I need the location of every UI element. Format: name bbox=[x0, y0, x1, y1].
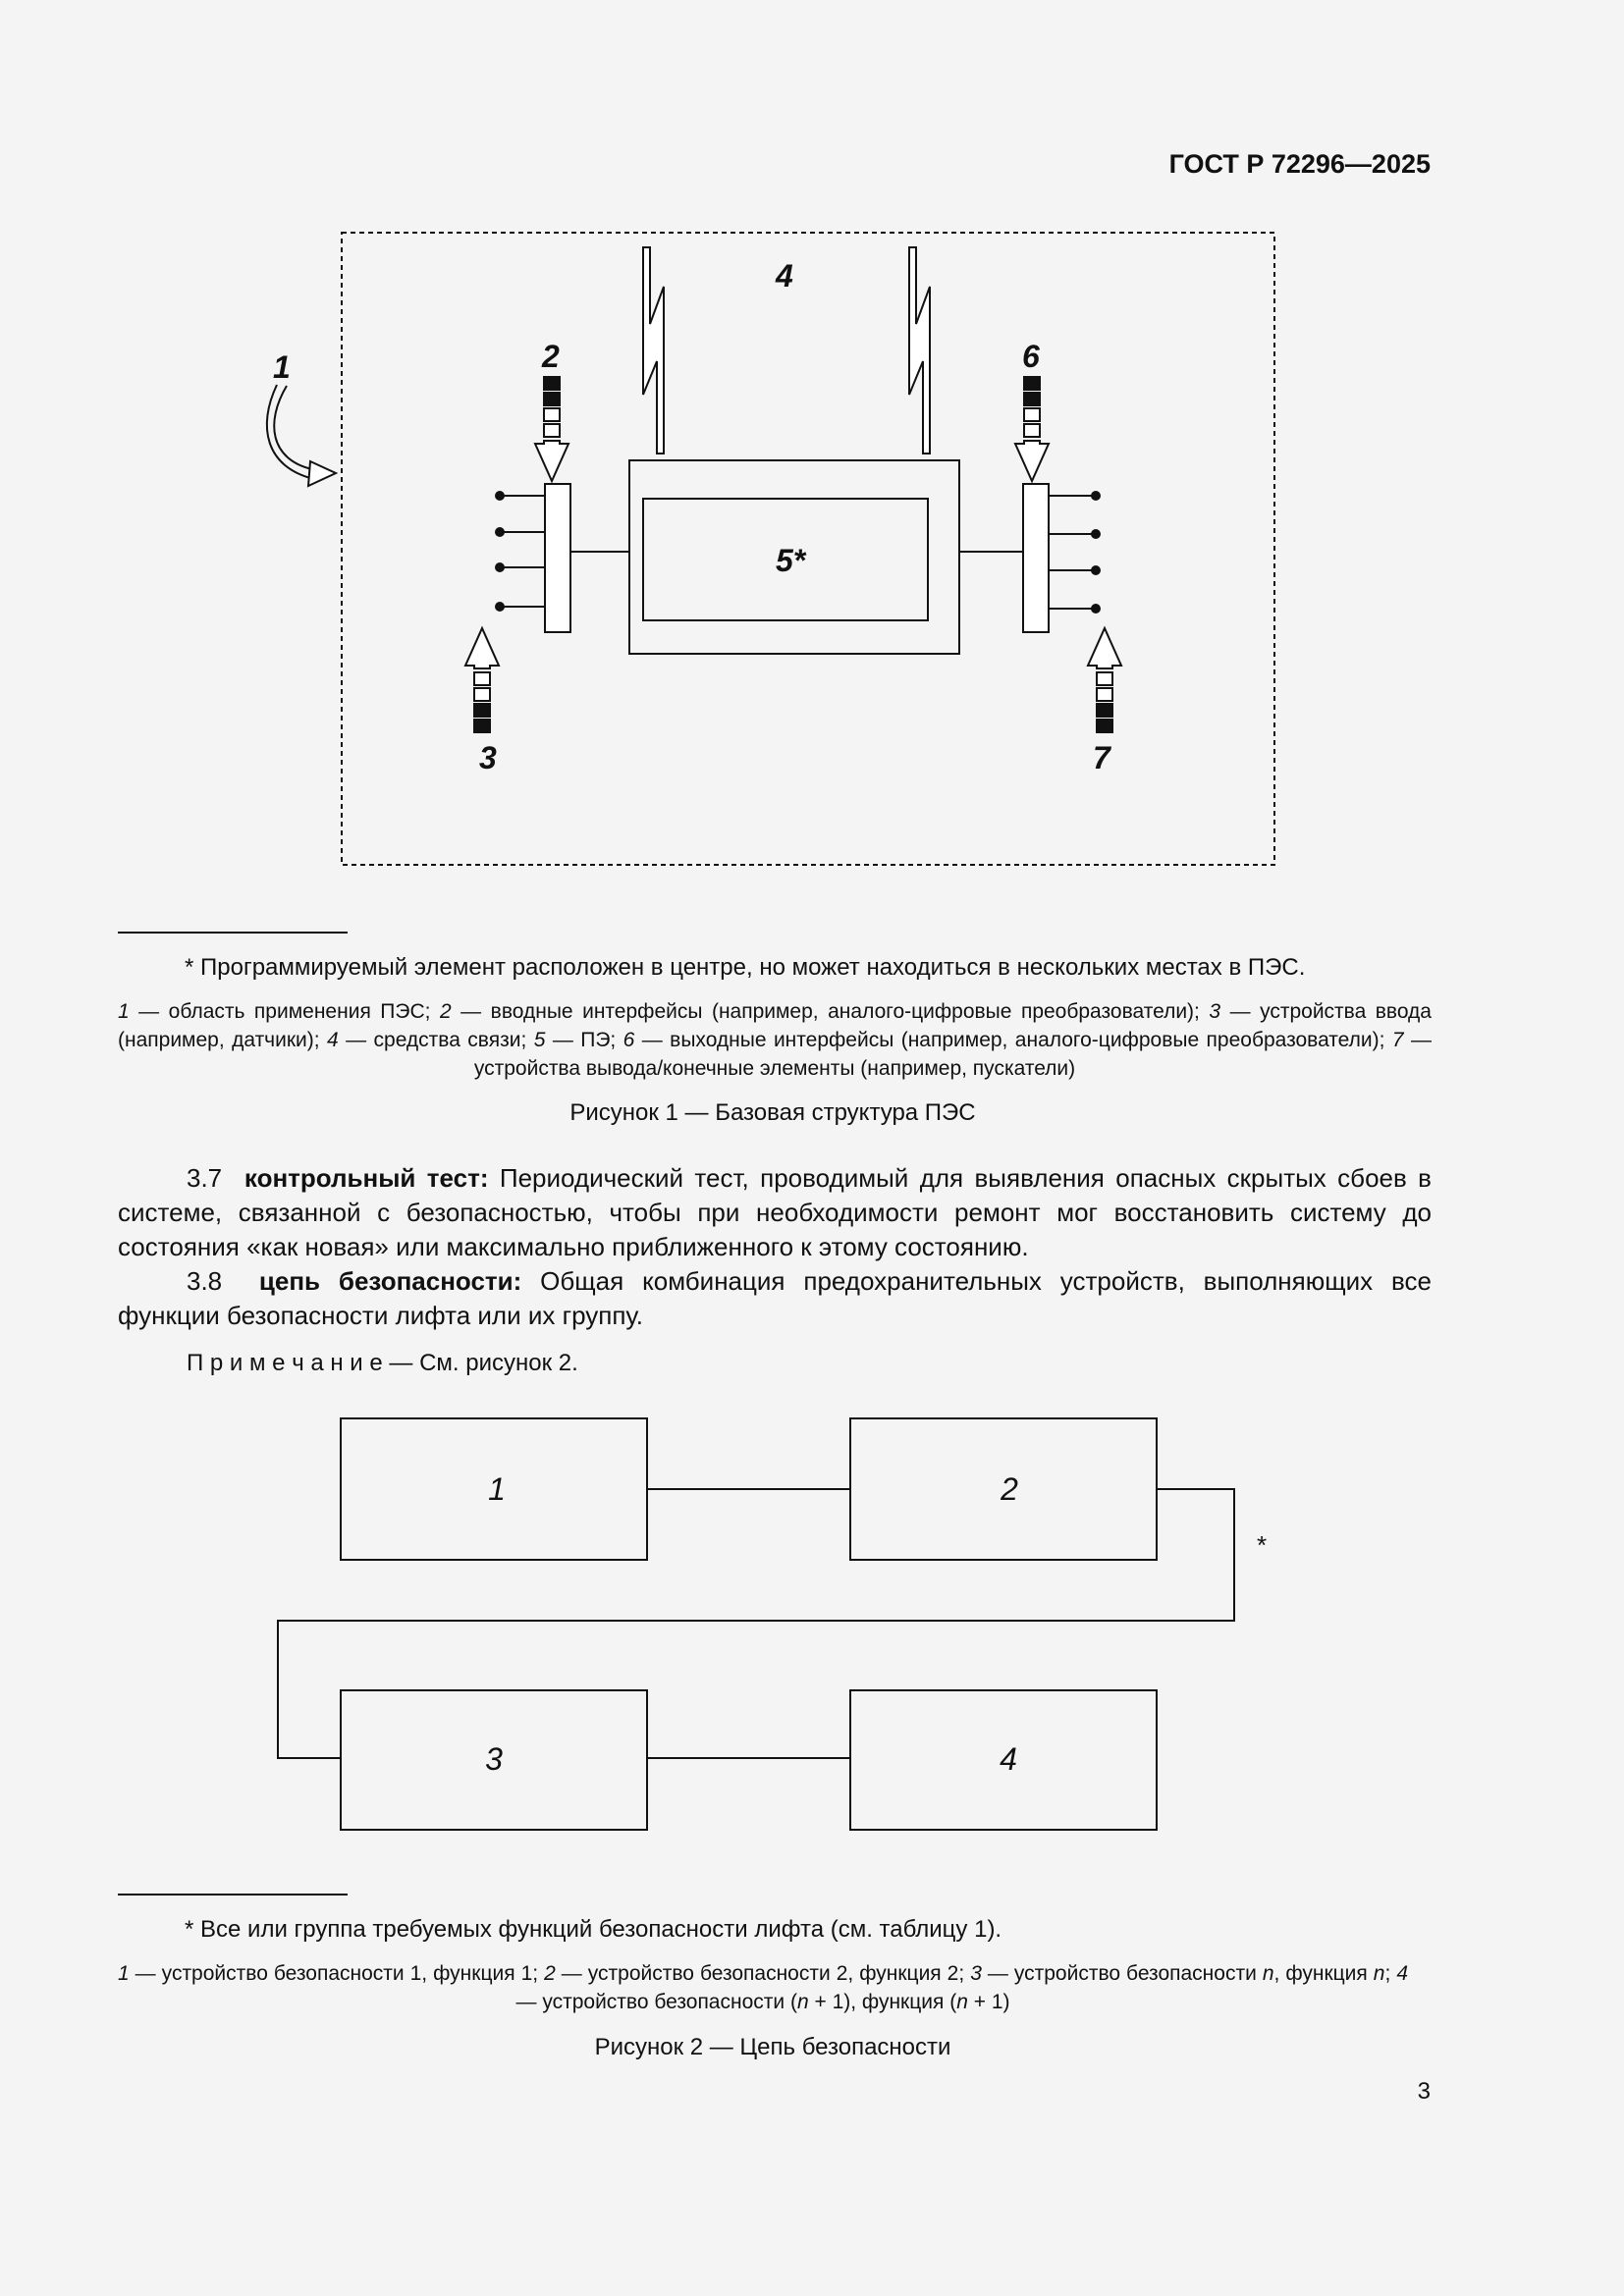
footnote-separator bbox=[118, 1894, 348, 1896]
label-5: 5* bbox=[776, 543, 806, 578]
legend-text: — средства связи; bbox=[338, 1029, 534, 1051]
page-number: 3 bbox=[1417, 2078, 1431, 2105]
legend-text: — устройство безопасности bbox=[981, 1962, 1263, 1985]
box-3-label: 3 bbox=[485, 1741, 503, 1777]
document-id: ГОСТ Р 72296—2025 bbox=[1168, 149, 1431, 179]
legend-text: — устройство безопасности ( bbox=[515, 1991, 797, 2013]
label-6: 6 bbox=[1022, 339, 1040, 374]
clause-3-7 bbox=[118, 1161, 1432, 1264]
legend-num: n bbox=[796, 1991, 809, 2013]
legend-text: — вводные интерфейсы (например, аналого-цифровые преобразователи); bbox=[451, 1000, 1210, 1023]
legend-num: 2 bbox=[440, 1000, 452, 1023]
legend-num: 4 bbox=[327, 1029, 339, 1051]
input-pins bbox=[496, 492, 545, 611]
arrow-2-down-icon bbox=[535, 377, 568, 481]
figure-2-legend bbox=[118, 1959, 1408, 2016]
legend-text: ; bbox=[1384, 1962, 1397, 1985]
legend-num: 1 bbox=[118, 1962, 130, 1985]
figure-1-legend bbox=[118, 997, 1432, 1083]
figure-1-footnote: * Программируемый элемент расположен в центре, но может находиться в нескольких местах в ПЭС. bbox=[185, 954, 1306, 981]
input-interface-bar bbox=[545, 484, 570, 632]
note-label: П р и м е ч а н и е bbox=[187, 1350, 383, 1376]
connector-lines bbox=[278, 1489, 1234, 1758]
clause-3-8 bbox=[118, 1264, 1432, 1333]
figure-1-caption: Рисунок 1 — Базовая структура ПЭС bbox=[569, 1099, 976, 1126]
box-2-label: 2 bbox=[1001, 1471, 1018, 1507]
antenna-left-icon bbox=[643, 247, 664, 454]
legend-text: + 1), функция ( bbox=[808, 1991, 957, 2013]
clause-number: 3.7 bbox=[187, 1163, 223, 1193]
clause-term: цепь безопасности: bbox=[258, 1266, 522, 1296]
legend-num: n bbox=[956, 1991, 968, 2013]
legend-text: — устройства вывода/конечные элементы (например, пускатели) bbox=[473, 1029, 1433, 1080]
legend-text: — выходные интерфейсы (например, аналого-цифровые преобразователи); bbox=[634, 1029, 1392, 1051]
box-1-label: 1 bbox=[488, 1471, 506, 1507]
label-4: 4 bbox=[776, 258, 793, 294]
legend-text: — устройство безопасности 2, функция 2; bbox=[555, 1962, 971, 1985]
curved-arrow-icon bbox=[274, 386, 312, 469]
figure-2-diagram bbox=[0, 1394, 1624, 1845]
output-interface-bar bbox=[1023, 484, 1049, 632]
arrow-7-up-icon bbox=[1088, 628, 1121, 732]
legend-num: n bbox=[1373, 1962, 1385, 1985]
legend-text: + 1) bbox=[967, 1991, 1010, 2013]
arrow-6-down-icon bbox=[1015, 377, 1049, 481]
label-2: 2 bbox=[542, 339, 560, 374]
legend-num: 2 bbox=[544, 1962, 556, 1985]
antenna-right-icon bbox=[909, 247, 930, 454]
legend-num: 7 bbox=[1391, 1029, 1404, 1051]
legend-num: 4 bbox=[1396, 1962, 1409, 1985]
legend-num: n bbox=[1262, 1962, 1274, 1985]
legend-text: , функция bbox=[1273, 1962, 1374, 1985]
note-text: — См. рисунок 2. bbox=[382, 1350, 578, 1376]
figure-2-caption: Рисунок 2 — Цепь безопасности bbox=[594, 2034, 951, 2060]
legend-num: 1 bbox=[118, 1000, 130, 1023]
footnote-separator bbox=[118, 932, 348, 934]
clause-number: 3.8 bbox=[187, 1266, 223, 1296]
label-3: 3 bbox=[479, 740, 497, 775]
output-pins bbox=[1049, 492, 1100, 613]
legend-num: 5 bbox=[533, 1029, 546, 1051]
clause-text: Периодический тест, проводимый для выявления опасных скрытых сбоев в системе, связанной с безопасностью, чтобы при необходимости ремонт мог восстановить систему до состояния «как новая» или максимально приближенного к этому состоянию. bbox=[118, 1163, 1432, 1261]
legend-num: 3 bbox=[1209, 1000, 1221, 1023]
legend-text: — устройства ввода (например, датчики); bbox=[118, 1000, 1432, 1051]
box-4-label: 4 bbox=[1000, 1741, 1017, 1777]
label-1: 1 bbox=[273, 349, 291, 385]
legend-num: 3 bbox=[970, 1962, 982, 1985]
legend-text: — устройство безопасности 1, функция 1; bbox=[129, 1962, 545, 1985]
legend-text: — ПЭ; bbox=[545, 1029, 623, 1051]
star-marker: * bbox=[1257, 1530, 1268, 1560]
label-7: 7 bbox=[1093, 740, 1110, 775]
legend-text: — область применения ПЭС; bbox=[129, 1000, 440, 1023]
clause-term: контрольный тест: bbox=[244, 1163, 489, 1193]
arrow-3-up-icon bbox=[465, 628, 499, 732]
figure-1-diagram bbox=[0, 0, 1624, 883]
clause-text: Общая комбинация предохранительных устройств, выполняющих все функции безопасности лифта или их группу. bbox=[118, 1266, 1433, 1330]
figure-2-footnote: * Все или группа требуемых функций безопасности лифта (см. таблицу 1). bbox=[185, 1916, 1002, 1943]
legend-num: 6 bbox=[623, 1029, 635, 1051]
note bbox=[187, 1350, 578, 1377]
